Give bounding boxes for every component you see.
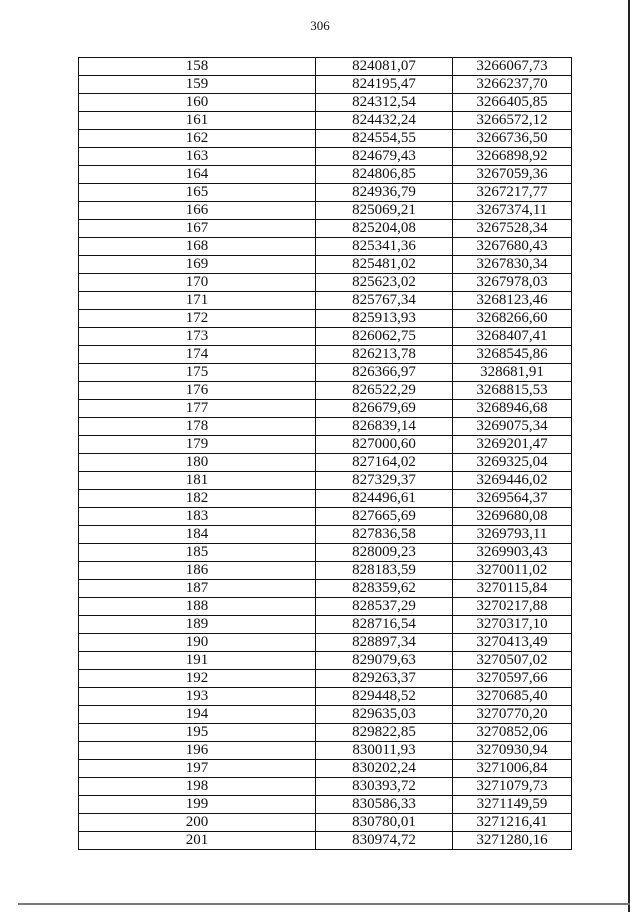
y-coordinate-cell: 3266898,92 — [453, 148, 572, 166]
y-coordinate-cell: 3269680,08 — [453, 508, 572, 526]
y-coordinate-cell: 3270852,06 — [453, 724, 572, 742]
point-number-cell: 172 — [79, 310, 316, 328]
y-coordinate-cell: 3271149,59 — [453, 796, 572, 814]
x-coordinate-cell: 830586,33 — [316, 796, 453, 814]
x-coordinate-cell: 828897,34 — [316, 634, 453, 652]
point-number-cell: 158 — [79, 58, 316, 76]
x-coordinate-cell: 828537,29 — [316, 598, 453, 616]
table-row — [79, 328, 572, 346]
y-coordinate-cell: 3268266,60 — [453, 310, 572, 328]
point-number-cell: 168 — [79, 238, 316, 256]
point-number-cell: 196 — [79, 742, 316, 760]
point-number-cell: 192 — [79, 670, 316, 688]
table-row — [79, 112, 572, 130]
table-row — [79, 742, 572, 760]
point-number-cell: 182 — [79, 490, 316, 508]
point-number-cell: 161 — [79, 112, 316, 130]
x-coordinate-cell: 829448,52 — [316, 688, 453, 706]
y-coordinate-cell: 3269903,43 — [453, 544, 572, 562]
table-row — [79, 580, 572, 598]
x-coordinate-cell: 826366,97 — [316, 364, 453, 382]
table-row — [79, 364, 572, 382]
table-row — [79, 220, 572, 238]
point-number-cell: 170 — [79, 274, 316, 292]
table-row — [79, 760, 572, 778]
point-number-cell: 201 — [79, 832, 316, 850]
table-row — [79, 616, 572, 634]
y-coordinate-cell: 3270930,94 — [453, 742, 572, 760]
table-row — [79, 796, 572, 814]
point-number-cell: 159 — [79, 76, 316, 94]
point-number-cell: 191 — [79, 652, 316, 670]
x-coordinate-cell: 830393,72 — [316, 778, 453, 796]
table-row — [79, 292, 572, 310]
table-row — [79, 832, 572, 850]
table-row — [79, 634, 572, 652]
x-coordinate-cell: 830011,93 — [316, 742, 453, 760]
y-coordinate-cell: 3269325,04 — [453, 454, 572, 472]
point-number-cell: 198 — [79, 778, 316, 796]
table-row — [79, 652, 572, 670]
table-row — [79, 382, 572, 400]
y-coordinate-cell: 3270217,88 — [453, 598, 572, 616]
table-row — [79, 238, 572, 256]
coordinates-table — [78, 57, 572, 850]
x-coordinate-cell: 825204,08 — [316, 220, 453, 238]
point-number-cell: 193 — [79, 688, 316, 706]
table-row — [79, 688, 572, 706]
point-number-cell: 169 — [79, 256, 316, 274]
scan-edge-right — [628, 0, 630, 912]
x-coordinate-cell: 830974,72 — [316, 832, 453, 850]
table-row — [79, 454, 572, 472]
y-coordinate-cell: 3267830,34 — [453, 256, 572, 274]
x-coordinate-cell: 829263,37 — [316, 670, 453, 688]
point-number-cell: 189 — [79, 616, 316, 634]
point-number-cell: 190 — [79, 634, 316, 652]
y-coordinate-cell: 3266736,50 — [453, 130, 572, 148]
point-number-cell: 160 — [79, 94, 316, 112]
table-row — [79, 58, 572, 76]
x-coordinate-cell: 828183,59 — [316, 562, 453, 580]
point-number-cell: 167 — [79, 220, 316, 238]
point-number-cell: 187 — [79, 580, 316, 598]
x-coordinate-cell: 828359,62 — [316, 580, 453, 598]
coordinates-table-body — [79, 58, 572, 850]
x-coordinate-cell: 824081,07 — [316, 58, 453, 76]
x-coordinate-cell: 825623,02 — [316, 274, 453, 292]
y-coordinate-cell: 3270115,84 — [453, 580, 572, 598]
y-coordinate-cell: 3271280,16 — [453, 832, 572, 850]
y-coordinate-cell: 3266067,73 — [453, 58, 572, 76]
point-number-cell: 179 — [79, 436, 316, 454]
table-row — [79, 130, 572, 148]
x-coordinate-cell: 824496,61 — [316, 490, 453, 508]
table-row — [79, 436, 572, 454]
table-row — [79, 310, 572, 328]
table-row — [79, 94, 572, 112]
x-coordinate-cell: 824312,54 — [316, 94, 453, 112]
point-number-cell: 185 — [79, 544, 316, 562]
point-number-cell: 200 — [79, 814, 316, 832]
y-coordinate-cell: 3266405,85 — [453, 94, 572, 112]
table-row — [79, 184, 572, 202]
x-coordinate-cell: 824936,79 — [316, 184, 453, 202]
x-coordinate-cell: 829635,03 — [316, 706, 453, 724]
point-number-cell: 199 — [79, 796, 316, 814]
point-number-cell: 171 — [79, 292, 316, 310]
y-coordinate-cell: 3270317,10 — [453, 616, 572, 634]
table-row — [79, 166, 572, 184]
x-coordinate-cell: 829079,63 — [316, 652, 453, 670]
point-number-cell: 184 — [79, 526, 316, 544]
point-number-cell: 186 — [79, 562, 316, 580]
x-coordinate-cell: 827329,37 — [316, 472, 453, 490]
y-coordinate-cell: 3269201,47 — [453, 436, 572, 454]
y-coordinate-cell: 3271006,84 — [453, 760, 572, 778]
y-coordinate-cell: 3269564,37 — [453, 490, 572, 508]
point-number-cell: 188 — [79, 598, 316, 616]
x-coordinate-cell: 827000,60 — [316, 436, 453, 454]
y-coordinate-cell: 3266237,70 — [453, 76, 572, 94]
x-coordinate-cell: 827836,58 — [316, 526, 453, 544]
table-row — [79, 670, 572, 688]
table-row — [79, 544, 572, 562]
table-row — [79, 400, 572, 418]
point-number-cell: 181 — [79, 472, 316, 490]
y-coordinate-cell: 3269075,34 — [453, 418, 572, 436]
table-row — [79, 706, 572, 724]
y-coordinate-cell: 3268123,46 — [453, 292, 572, 310]
y-coordinate-cell: 3268407,41 — [453, 328, 572, 346]
x-coordinate-cell: 825069,21 — [316, 202, 453, 220]
y-coordinate-cell: 3268545,86 — [453, 346, 572, 364]
table-row — [79, 202, 572, 220]
x-coordinate-cell: 826062,75 — [316, 328, 453, 346]
point-number-cell: 178 — [79, 418, 316, 436]
x-coordinate-cell: 824806,85 — [316, 166, 453, 184]
x-coordinate-cell: 825341,36 — [316, 238, 453, 256]
y-coordinate-cell: 3269446,02 — [453, 472, 572, 490]
x-coordinate-cell: 827164,02 — [316, 454, 453, 472]
point-number-cell: 197 — [79, 760, 316, 778]
table-row — [79, 274, 572, 292]
table-row — [79, 598, 572, 616]
y-coordinate-cell: 3270685,40 — [453, 688, 572, 706]
x-coordinate-cell: 826522,29 — [316, 382, 453, 400]
x-coordinate-cell: 825767,34 — [316, 292, 453, 310]
page-number: 306 — [310, 18, 330, 33]
y-coordinate-cell: 3267059,36 — [453, 166, 572, 184]
y-coordinate-cell: 3271216,41 — [453, 814, 572, 832]
x-coordinate-cell: 829822,85 — [316, 724, 453, 742]
point-number-cell: 195 — [79, 724, 316, 742]
point-number-cell: 164 — [79, 166, 316, 184]
table-row — [79, 418, 572, 436]
point-number-cell: 163 — [79, 148, 316, 166]
point-number-cell: 166 — [79, 202, 316, 220]
table-row — [79, 778, 572, 796]
y-coordinate-cell: 3270011,02 — [453, 562, 572, 580]
x-coordinate-cell: 828009,23 — [316, 544, 453, 562]
x-coordinate-cell: 824554,55 — [316, 130, 453, 148]
point-number-cell: 162 — [79, 130, 316, 148]
x-coordinate-cell: 830202,24 — [316, 760, 453, 778]
y-coordinate-cell: 3269793,11 — [453, 526, 572, 544]
y-coordinate-cell: 3267978,03 — [453, 274, 572, 292]
y-coordinate-cell: 3267528,34 — [453, 220, 572, 238]
table-row — [79, 346, 572, 364]
point-number-cell: 183 — [79, 508, 316, 526]
table-row — [79, 148, 572, 166]
x-coordinate-cell: 827665,69 — [316, 508, 453, 526]
table-row — [79, 814, 572, 832]
point-number-cell: 177 — [79, 400, 316, 418]
x-coordinate-cell: 824432,24 — [316, 112, 453, 130]
y-coordinate-cell: 3267217,77 — [453, 184, 572, 202]
table-row — [79, 724, 572, 742]
x-coordinate-cell: 826679,69 — [316, 400, 453, 418]
y-coordinate-cell: 3270770,20 — [453, 706, 572, 724]
point-number-cell: 194 — [79, 706, 316, 724]
x-coordinate-cell: 824195,47 — [316, 76, 453, 94]
x-coordinate-cell: 825913,93 — [316, 310, 453, 328]
point-number-cell: 173 — [79, 328, 316, 346]
y-coordinate-cell: 3267374,11 — [453, 202, 572, 220]
scan-edge-bottom — [18, 903, 630, 905]
y-coordinate-cell: 3270507,02 — [453, 652, 572, 670]
y-coordinate-cell: 3268946,68 — [453, 400, 572, 418]
table-row — [79, 526, 572, 544]
y-coordinate-cell: 3271079,73 — [453, 778, 572, 796]
point-number-cell: 176 — [79, 382, 316, 400]
point-number-cell: 175 — [79, 364, 316, 382]
point-number-cell: 180 — [79, 454, 316, 472]
x-coordinate-cell: 825481,02 — [316, 256, 453, 274]
y-coordinate-cell: 3270413,49 — [453, 634, 572, 652]
table-row — [79, 562, 572, 580]
y-coordinate-cell: 3267680,43 — [453, 238, 572, 256]
table-row — [79, 256, 572, 274]
x-coordinate-cell: 828716,54 — [316, 616, 453, 634]
x-coordinate-cell: 824679,43 — [316, 148, 453, 166]
y-coordinate-cell: 3270597,66 — [453, 670, 572, 688]
y-coordinate-cell: 3268815,53 — [453, 382, 572, 400]
table-row — [79, 490, 572, 508]
point-number-cell: 165 — [79, 184, 316, 202]
x-coordinate-cell: 826213,78 — [316, 346, 453, 364]
x-coordinate-cell: 826839,14 — [316, 418, 453, 436]
table-row — [79, 508, 572, 526]
table-row — [79, 472, 572, 490]
y-coordinate-cell: 328681,91 — [453, 364, 572, 382]
y-coordinate-cell: 3266572,12 — [453, 112, 572, 130]
x-coordinate-cell: 830780,01 — [316, 814, 453, 832]
table-row — [79, 76, 572, 94]
point-number-cell: 174 — [79, 346, 316, 364]
